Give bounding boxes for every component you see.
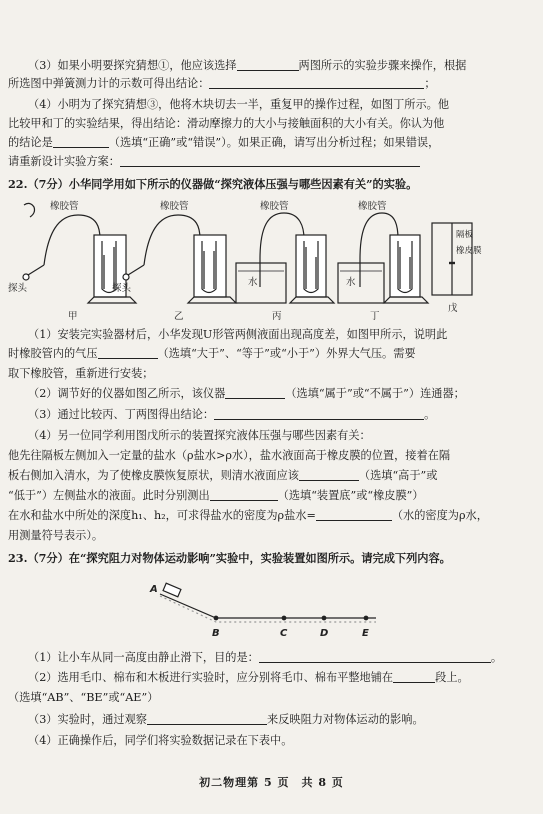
probe-label: 探头: [112, 283, 132, 294]
point-label-d: D: [320, 628, 329, 639]
q22-s4-line4: “低于”）左侧盐水的液面。此时分别测出 （选填“装置底”或“橡皮膜”）: [8, 489, 424, 502]
answer-blank[interactable]: [98, 347, 158, 359]
q21-part3-line2: 所选图中弹簧测力计的示数可得出结论： ；: [8, 77, 436, 90]
panel-label-yi: 乙: [174, 311, 184, 322]
q22-s1-line3: 取下橡胶管，重新进行安装；: [8, 367, 154, 380]
point-label-e: E: [362, 628, 369, 639]
answer-blank[interactable]: [393, 671, 435, 683]
q22-s4-line6: 用测量符号表示）。: [8, 529, 104, 542]
q22-header: 22.（7分）小华同学用如下所示的仪器做“探究液体压强与哪些因素有关”的实验。: [8, 177, 418, 191]
panel-label-bing: 丙: [272, 311, 282, 322]
q21-part3-line1: （3）如果小明要探究猜想①，他应该选择 两图所示的实验步骤来操作，根据: [28, 59, 467, 72]
q21-part4-line1: （4）小明为了探究猜想③，他将木块切去一半，重复甲的操作过程，如图丁所示。他: [28, 98, 450, 111]
panel-bing: [236, 213, 334, 303]
answer-blank[interactable]: [316, 509, 392, 521]
tube-label: 橡胶管: [50, 201, 79, 212]
answer-blank[interactable]: [214, 408, 424, 420]
q22-s1-line1: （1）安装完实验器材后，小华发现U形管两侧液面出现高度差，如图甲所示，说明此: [28, 328, 448, 341]
answer-blank[interactable]: [120, 155, 420, 167]
q22-s4-line1: （4）另一位同学利用图戊所示的装置探究液体压强与哪些因素有关：: [28, 429, 371, 442]
panel-label-jia: 甲: [68, 311, 78, 322]
point-label-c: C: [280, 628, 288, 639]
q23-s3-line: （3）实验时，通过观察 来反映阻力对物体运动的影响。: [28, 713, 424, 726]
membrane-label: 橡皮膜: [456, 246, 482, 256]
ramp-track: [160, 594, 376, 618]
tube-label: 橡胶管: [260, 201, 289, 212]
answer-blank[interactable]: [147, 713, 267, 725]
q22-s1-line2: 时橡胶管内的气压 （选填“大于”、“等于”或“小于”）外界大气压。需要: [8, 347, 416, 360]
tube-label: 橡胶管: [160, 201, 189, 212]
probe-label: 探头: [8, 283, 28, 294]
point-label-b: B: [212, 628, 220, 639]
page-footer: 初二物理第 5 页 共 8 页: [199, 776, 344, 789]
q23-s4-line: （4）正确操作后，同学们将实验数据记录在下表中。: [28, 734, 293, 747]
q23-s1-line: （1）让小车从同一高度由静止滑下，目的是： 。: [28, 651, 503, 664]
panel-yi: [123, 215, 236, 303]
answer-blank[interactable]: [237, 59, 299, 71]
tube-label: 橡胶管: [358, 201, 387, 212]
q23-header: 23.（7分）在“探究阻力对物体运动影响”实验中，实验装置如图所示。请完成下列内容。: [8, 551, 451, 565]
panel-label-ding: 丁: [370, 311, 380, 322]
answer-blank[interactable]: [259, 651, 491, 663]
q22-s4-line5: 在水和盐水中所处的深度h₁、h₂，可求得盐水的密度为ρ盐水= （水的密度为ρ水，: [8, 509, 488, 522]
q23-s2-line2: （选填“AB”、“BE”或“AE”）: [8, 691, 159, 704]
partition-label: 隔板: [456, 230, 474, 240]
q22-apparatus-figure: [8, 193, 482, 323]
water-label: 水: [346, 277, 356, 288]
point-label-a: A: [150, 584, 158, 595]
answer-blank[interactable]: [225, 387, 285, 399]
q22-s4-line2: 他先往隔板左侧加入一定量的盐水（ρ盐水>ρ水），盐水液面高于橡皮膜的位置，接着在隔: [8, 449, 451, 462]
answer-blank[interactable]: [209, 77, 424, 89]
panel-label-wu: 戊: [448, 303, 458, 314]
answer-blank[interactable]: [210, 489, 278, 501]
q22-s2-line: （2）调节好的仪器如图乙所示，该仪器 （选填“属于”或“不属于”）连通器；: [28, 387, 465, 400]
q23-s2-line1: （2）选用毛巾、棉布和木板进行实验时，应分别将毛巾、棉布平整地铺在 段上。: [28, 671, 469, 684]
answer-blank[interactable]: [299, 469, 359, 481]
panel-ding: [338, 213, 428, 303]
q22-s4-line3: 板右侧加入清水，为了使橡皮膜恢复原状，则清水液面应该 （选填“高于”或: [8, 469, 438, 482]
q21-part4-line2: 比较甲和丁的实验结果，得出结论：滑动摩擦力的大小与接触面积的大小有关。你认为他: [8, 117, 445, 130]
q23-ramp-figure: [140, 576, 390, 642]
q21-part4-line3: 的结论是 （选填“正确”或“错误”）。如果正确，请写出分析过程；如果错误，: [8, 136, 440, 149]
q22-s3-line: （3）通过比较丙、丁两图得出结论： 。: [28, 408, 436, 421]
cart-icon: [163, 583, 181, 597]
answer-blank[interactable]: [53, 136, 109, 148]
q21-part4-line4: 请重新设计实验方案：: [0, 154, 543, 170]
water-label: 水: [248, 277, 258, 288]
